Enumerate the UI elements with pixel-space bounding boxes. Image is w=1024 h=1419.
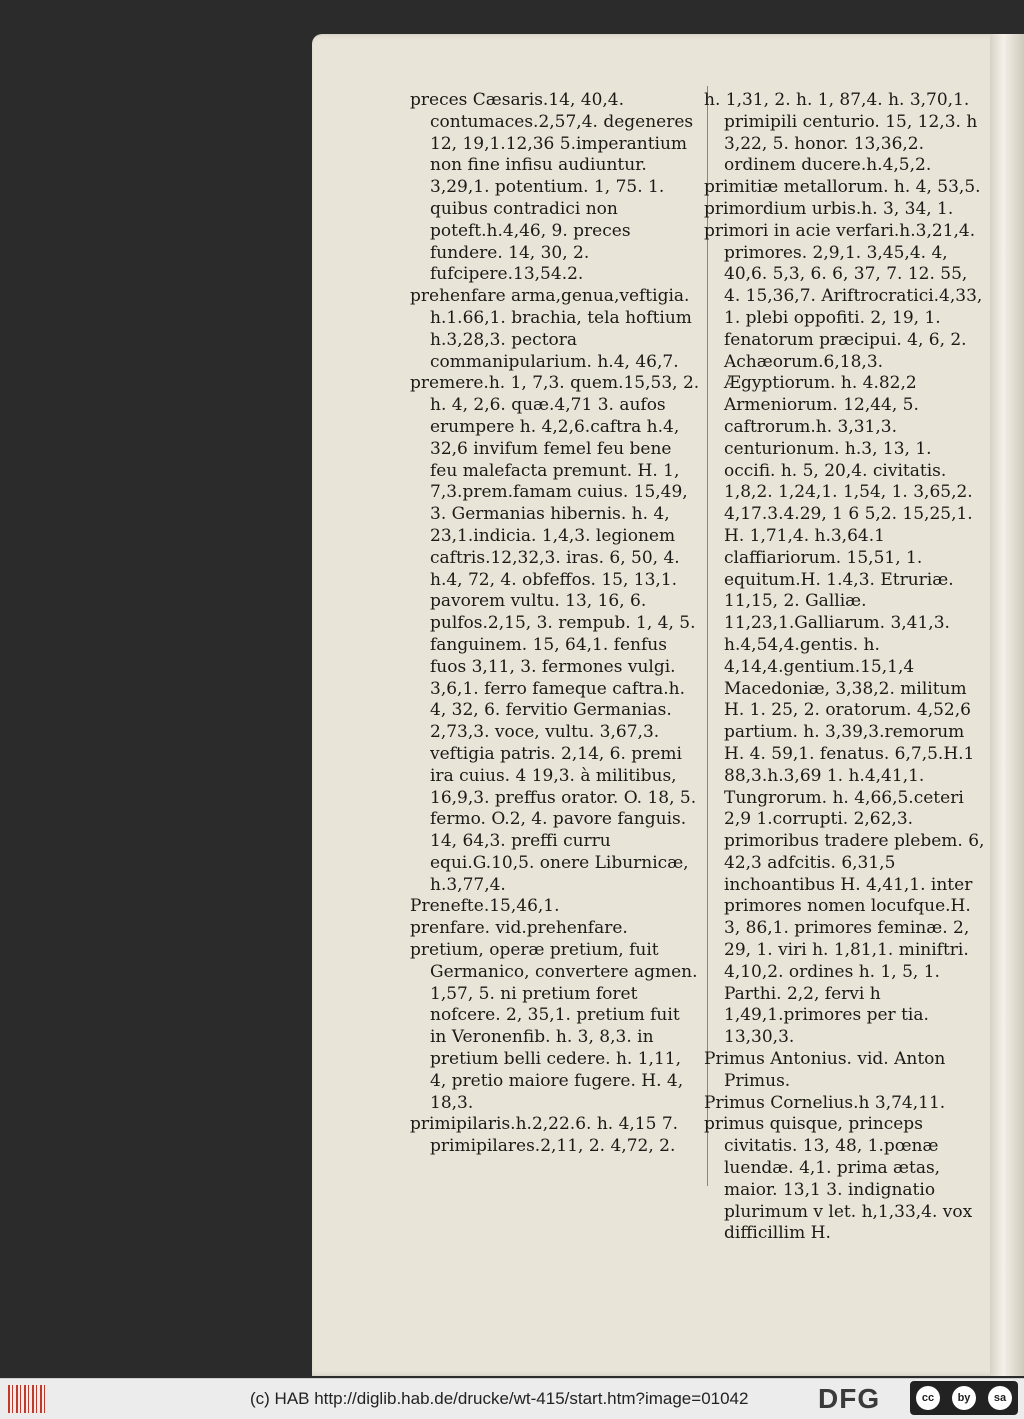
book-page <box>312 34 1012 1376</box>
index-entry: primori in acie verfari.h.3,21,4. primores. 2,9,1. 3,45,4. 4, 40,6. 5,3, 6. 6, 37, 7. 12. 55, 4. 15,36,7. Ariftrocratici.4,33, 1. plebi oppofiti. 2, 19, 1. fenatorum præcipui. 4, 6, 2. Achæorum.6,18,3. Ægyptiorum. h. 4.82,2 Armeniorum. 12,44, 5. caftrorum.h. 3,31,3. centurionum. h.3, 13, 1. occifi. h. 5, 20,4. civitatis. 1,8,2. 1,24,1. 1,54, 1. 3,65,2. 4,17.3.4.29, 1 6 5,2. 15,25,1. H. 1,71,4. h.3,64.1 claffiariorum. 15,51, 1. equitum.H. 1.4,3. Etruriæ. 11,15, 2. Galliæ. 11,23,1.Galliarum. 3,41,3. h.4,54,4.gentis. h. 4,14,4.gentium.15,1,4 Macedoniæ, 3,38,2. militum H. 1. 25, 2. oratorum. 4,52,6 partium. h. 3,39,3.remorum H. 4. 59,1. fenatus. 6,7,5.H.1 88,3.h.3,69 1. h.4,41,1. Tungrorum. h. 4,66,5.ceteri 2,9 1.corrupti. 2,62,3. primoribus tradere plebem. 6, 42,3 adfcitis. 6,31,5 inchoantibus H. 4,41,1. inter primores nomen locufque.H. 3, 86,1. primores feminæ. 2, 29, 1. viri h. 1,81,1. miniftri. 4,10,2. ordines h. 1, 5, 1. Parthi. 2,2, fervi h 1,49,1.primores per tia. 13,30,3. <box>704 220 985 1048</box>
index-entry: premere.h. 1, 7,3. quem.15,53, 2. h. 4, 2,6. quæ.4,71 3. aufos erumpere h. 4,2,6.caftra h.4, 32,6 invifum femel feu bene feu malefacta premunt. H. 1, 7,3.prem.famam cuius. 15,49, 3. Germanias hibernis. h. 4, 23,1.indicia. 1,4,3. legionem caftris.12,32,3. iras. 6, 50, 4. h.4, 72, 4. obfeffos. 15, 13,1. pavorem vultu. 13, 16, 6. pulfos.2,15, 3. rempub. 1, 4, 5. fanguinem. 15, 64,1. fenfus fuos 3,11, 3. fermones vulgi. 3,6,1. ferro fameque caftra.h. 4, 32, 6. fervitio Germanias. 2,73,3. voce, vultu. 3,67,3. veftigia patris. 2,14, 6. premi ira cuius. 4 19,3. à militibus, 16,9,3. preffus orator. O. 18, 5. fermo. O.2, 4. pavore fanguis. 14, 64,3. preffi curru equi.G.10,5. onere Liburnicæ, h.3,77,4. <box>410 373 700 895</box>
footer-bar <box>0 1378 1024 1419</box>
right-column <box>704 90 986 1245</box>
cc-license-badge[interactable] <box>910 1381 1018 1415</box>
page-edge <box>990 34 1024 1376</box>
credit-text[interactable]: (c) HAB http://diglib.hab.de/drucke/wt-415/start.htm?image=01042 <box>250 1389 749 1408</box>
index-entry: h. 1,31, 2. h. 1, 87,4. h. 3,70,1. primipili centurio. 15, 12,3. h 3,22, 5. honor. 13,36,2. ordinem ducere.h.4,5,2. <box>704 90 978 176</box>
index-entry: primus quisque, princeps civitatis. 13, 48, 1.pœnæ luendæ. 4,1. prima ætas, maior. 13,1 3. indignatio plurimum v let. h,1,33,4. vox difficillim H. <box>704 1114 973 1244</box>
index-entry: preces Cæsaris.14, 40,4. contumaces.2,57,4. degeneres 12, 19,1.12,36 5.imperantium non fine infisu audiuntur. 3,29,1. potentium. 1, 75. 1. quibus contradici non poteft.h.4,46, 9. preces fundere. 14, 30, 2. fufcipere.13,54.2. <box>410 90 694 285</box>
index-entry: primipilaris.h.2,22.6. h. 4,15 7. primipilares.2,11, 2. 4,72, 2. <box>410 1114 679 1157</box>
index-entry: primitiæ metallorum. h. 4, 53,5. <box>704 177 981 198</box>
index-entry: Primus Antonius. vid. Anton Primus. <box>704 1049 946 1091</box>
index-entry: prenfare. vid.prehenfare. <box>410 918 628 939</box>
index-entry: primordium urbis.h. 3, 34, 1. <box>704 198 954 219</box>
cc-icon: cc <box>916 1386 940 1410</box>
left-column <box>410 90 700 1158</box>
by-icon: by <box>952 1386 976 1410</box>
index-entry: pretium, operæ pretium, fuit Germanico, convertere agmen. 1,57, 5. ni pretium foret nofcere. 2, 35,1. pretium fuit in Veronenfib. h. 3, 8,3. in pretium belli cedere. h. 1,11, 4, pretio maiore fugere. H. 4, 18,3. <box>410 940 698 1113</box>
dfg-logo: DFG <box>818 1383 881 1414</box>
index-entry: Primus Cornelius.h 3,74,11. <box>704 1092 946 1113</box>
index-entry: Prenefte.15,46,1. <box>410 896 560 917</box>
index-entry: prehenfare arma,genua,veftigia. h.1.66,1. brachia, tela hoftium h.3,28,3. pectora commanipularium. h.4, 46,7. <box>410 286 692 372</box>
sa-icon: sa <box>988 1386 1012 1410</box>
barcode-icon <box>8 1385 46 1413</box>
